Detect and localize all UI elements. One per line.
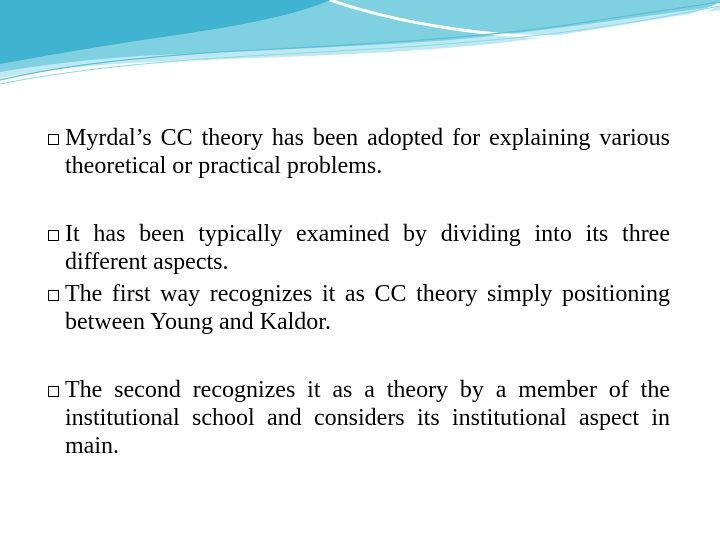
bullet-text: Myrdal’s CC theory has been adopted for explaining various theoretical or practical problems. [65,125,670,179]
bullet-item [48,280,670,336]
header-wave-decoration [0,0,720,90]
bullet-item [48,124,670,180]
bullet-text: The first way recognizes it as CC theory simply positioning between Young and Kaldor. [65,281,670,335]
bullet-box-icon [48,290,59,301]
bullet-marker [48,376,65,404]
bullet-box-icon [48,134,59,145]
bullet-item [48,376,670,460]
bullet-list [48,124,670,460]
bullet-marker [48,280,65,308]
bullet-item [48,220,670,276]
bullet-marker [48,220,65,248]
bullet-text: It has been typically examined by dividing into its three different aspects. [65,221,670,275]
bullet-box-icon [48,230,59,241]
bullet-text: The second recognizes it as a theory by a member of the institutional school and considers its institutional aspect in main. [65,377,670,459]
bullet-marker [48,124,65,152]
bullet-box-icon [48,386,59,397]
